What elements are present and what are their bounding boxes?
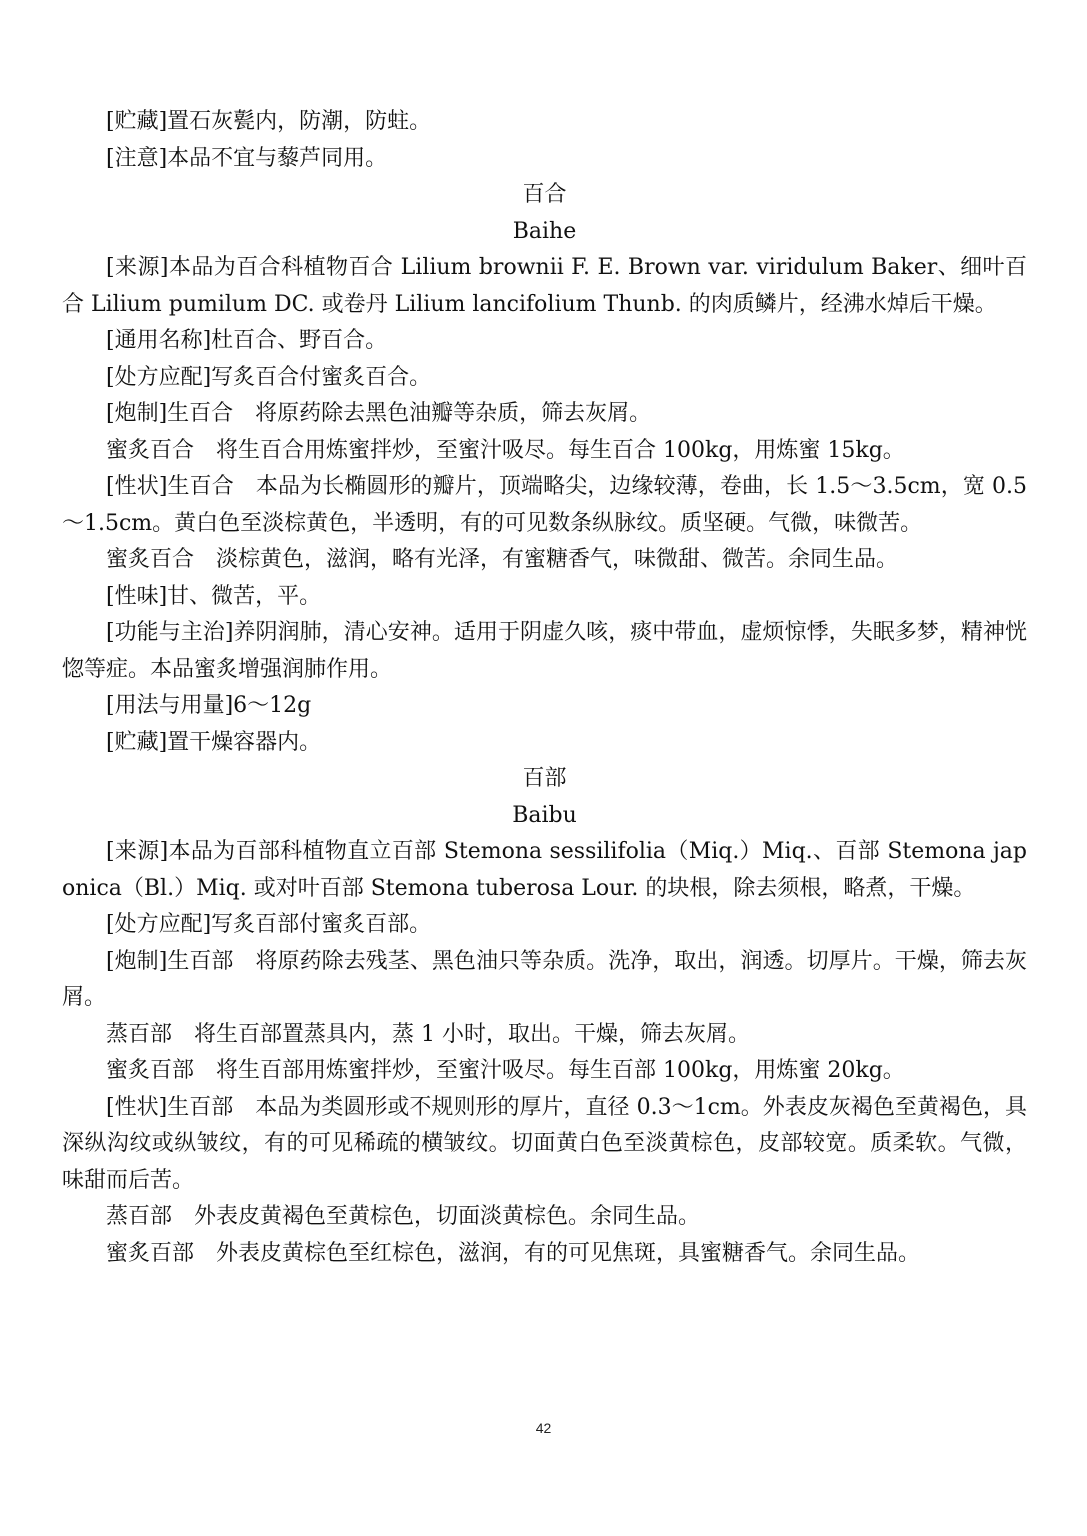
baihe-source: [来源]本品为百合科植物百合 Lilium brownii F. E. Brown var. viridulum Baker、细叶百合 Lilium pumilum DC. 或卷丹 Lilium lancifolium Thunb. 的肉质鳞片，经沸水焯后干燥。 (62, 255, 1027, 317)
baibu-characteristics-steamed: 蒸百部 外表皮黄褐色至黄棕色，切面淡黄棕色。余同生品。 (106, 1204, 701, 1229)
baihe-functions: [功能与主治]养阴润肺，清心安神。适用于阴虚久咳，痰中带血，虚烦惊悸，失眠多梦，精神恍惚等症。本品蜜炙增强润肺作用。 (62, 620, 1027, 682)
page-number: 42 (535, 1420, 552, 1436)
baihe-processing-honey: 蜜炙百合 将生百合用炼蜜拌炒，至蜜汁吸尽。每生百合 100kg，用炼蜜 15kg。 (106, 437, 905, 463)
entry-pinyin-baibu: Baibu (512, 802, 577, 828)
baihe-taste: [性味]甘、微苦，平。 (106, 583, 322, 609)
baihe-characteristics-honey: 蜜炙百合 淡棕黄色，滋润，略有光泽，有蜜糖香气，味微甜、微苦。余同生品。 (106, 547, 899, 572)
page-content (62, 104, 1027, 1272)
storage-paragraph: [贮藏]置石灰甏内，防潮，防蛀。 (106, 109, 432, 134)
entry-title-baibu: 百部 (522, 766, 567, 791)
baibu-processing-honey: 蜜炙百部 将生百部用炼蜜拌炒，至蜜汁吸尽。每生百部 100kg，用炼蜜 20kg。 (106, 1058, 905, 1083)
baibu-characteristics-honey: 蜜炙百部 外表皮黄棕色至红棕色，滋润，有的可见焦斑，具蜜糖香气。余同生品。 (106, 1240, 921, 1266)
caution-paragraph: [注意]本品不宜与藜芦同用。 (106, 145, 388, 171)
entry-pinyin-baihe: Baihe (512, 218, 577, 244)
baihe-processing: [炮制]生百合 将原药除去黑色油瓣等杂质，筛去灰屑。 (106, 401, 652, 426)
baibu-processing: [炮制]生百部 将原药除去残茎、黑色油只等杂质。洗净，取出，润透。切厚片。干燥，筛去灰屑。 (62, 948, 1027, 1010)
baihe-characteristics: [性状]生百合 本品为长椭圆形的瓣片，顶端略尖，边缘较薄，卷曲，长 1.5～3.5cm，宽 0.5～1.5cm。黄白色至淡棕黄色，半透明，有的可见数条纵脉纹。质坚硬。气微，味微苦。 (62, 474, 1027, 536)
baihe-prescription: [处方应配]写炙百合付蜜炙百合。 (106, 364, 432, 390)
baibu-prescription: [处方应配]写炙百部付蜜炙百部。 (106, 912, 432, 937)
baihe-dosage: [用法与用量]6～12g (106, 693, 312, 718)
baibu-processing-steamed: 蒸百部 将生百部置蒸具内，蒸 1 小时，取出。干燥，筛去灰屑。 (106, 1021, 750, 1047)
baibu-characteristics: [性状]生百部 本品为类圆形或不规则形的厚片，直径 0.3～1cm。外表皮灰褐色至黄褐色，具深纵沟纹或纵皱纹，有的可见稀疏的横皱纹。切面黄白色至淡黄棕色，皮部较宽。质柔软。气微，味甜而后苦。 (62, 1094, 1027, 1193)
baihe-common-names: [通用名称]杜百合、野百合。 (106, 328, 388, 353)
baihe-storage: [贮藏]置干燥容器内。 (106, 729, 322, 755)
baibu-source: [来源]本品为百部科植物直立百部 Stemona sessilifolia（Miq.）Miq.、百部 Stemona japonica（Bl.）Miq. 或对叶百部 Stemona tuberosa Lour. 的块根，除去须根，略煮，干燥。 (62, 839, 1027, 901)
entry-title-baihe: 百合 (522, 182, 567, 207)
